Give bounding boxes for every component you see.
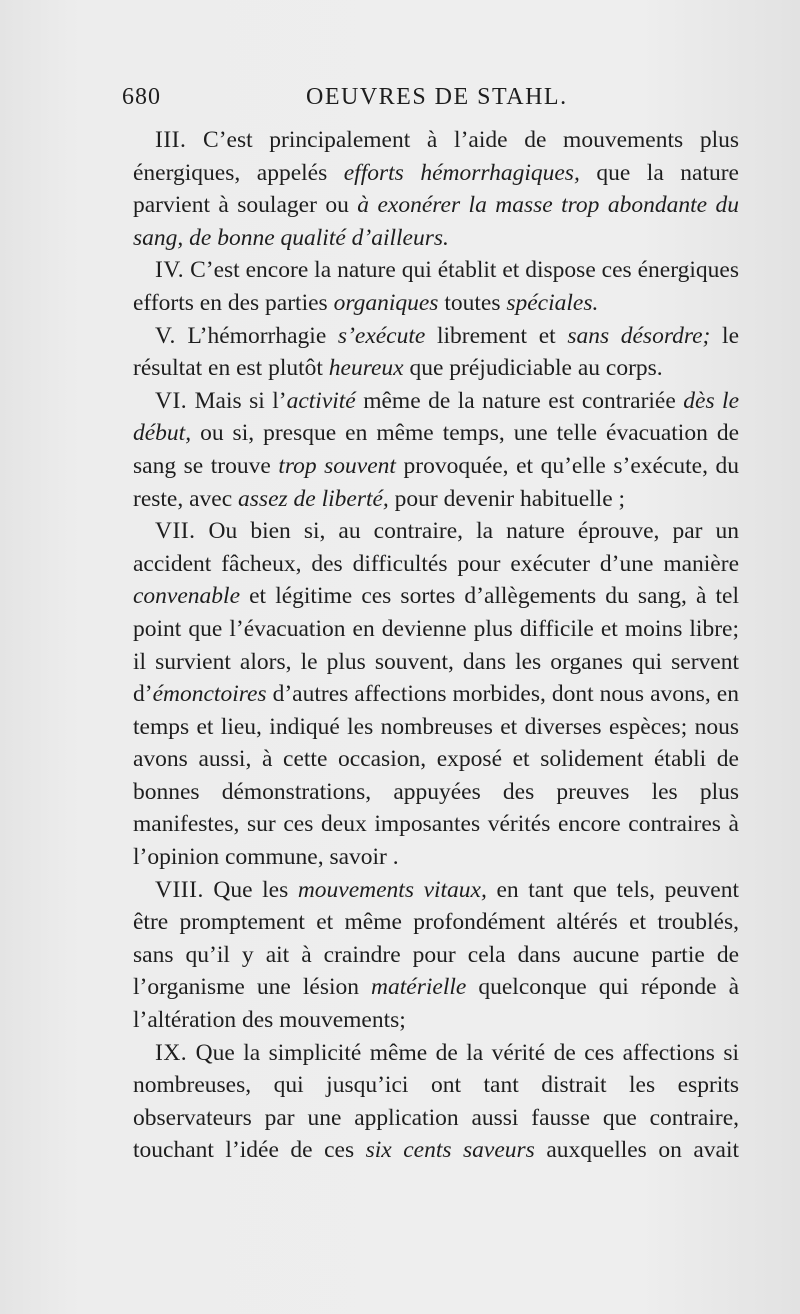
article-number: IV. xyxy=(155,257,185,284)
text-segment: que la nature parvient à soulager ou xyxy=(133,159,739,219)
article-paragraph xyxy=(133,124,739,254)
article-paragraph xyxy=(133,320,739,385)
text-segment: Que la simplicité même de la vérité de ces affections si nombreuses, qui jusqu’ici ont tant distrait les esprits observateurs par une application aussi fausse que contraire, touchant l’idée de ces xyxy=(133,1039,739,1164)
article-paragraph xyxy=(133,254,739,319)
text-segment: quelconque qui réponde à l’altération des mouvements; xyxy=(133,974,739,1034)
text-segment: provoquée, et qu’elle s’exécute, du reste, avec xyxy=(133,452,740,512)
running-title: OEUVRES DE STAHL. xyxy=(306,84,568,110)
article-number: VII. xyxy=(155,518,196,545)
text-segment: auxquelles on avait xyxy=(534,1137,740,1164)
text-segment: Ou bien si, au contraire, la nature éprouve, par un accident fâcheux, des difficultés pour exécuter d’une manière xyxy=(133,518,739,577)
italic-text: à exonérer la masse trop abondante du sang, de bonne qualité d’ailleurs. xyxy=(133,192,740,251)
italic-text: spéciales. xyxy=(506,289,599,316)
text-segment: Mais si l’ xyxy=(187,387,287,414)
page-header xyxy=(122,84,682,120)
italic-text: s’exécute xyxy=(337,322,426,349)
article-paragraph xyxy=(133,385,739,515)
text-segment: en tant que tels, peuvent être promptement et même profondément altérés et troublés, sans qu’il y ait à craindre pour cela dans aucune partie de l’organisme une lésion xyxy=(133,876,739,1001)
article-number: III. xyxy=(155,127,187,153)
article-number: IX. xyxy=(155,1039,188,1066)
text-segment: d’autres affections morbides, dont nous avons, en temps et lieu, indiqué les nombreuses et diverses espèces; nous avons aussi, à cette occasion, exposé et solidement établi de bonnes démonstrations, appuyées des preuves les plus manifestes, sur ces deux imposantes vérités encore contraires à l’opinion commune, savoir . xyxy=(133,681,739,871)
italic-text: assez de liberté, xyxy=(238,485,389,512)
article-number: V. xyxy=(155,322,176,349)
text-segment: C’est encore la nature qui établit et dispose ces énergiques efforts en des parties xyxy=(133,257,739,316)
italic-text: émonctoires xyxy=(152,681,267,708)
article-paragraph xyxy=(133,874,739,1037)
text-segment: C’est principalement à l’aide de mouvements plus énergiques, appelés xyxy=(133,127,739,186)
text-segment: que préjudiciable au corps. xyxy=(403,355,663,382)
text-segment: librement et xyxy=(425,322,568,349)
italic-text: mouvements vitaux, xyxy=(297,876,487,903)
italic-text: heureux xyxy=(328,355,404,382)
italic-text: activité xyxy=(286,387,356,414)
italic-text: efforts hémorrhagiques, xyxy=(343,159,580,186)
italic-text: convenable xyxy=(133,583,241,610)
article-paragraph xyxy=(133,1037,739,1167)
article-number: VIII. xyxy=(155,876,204,903)
text-segment: le résultat en est plutôt xyxy=(133,322,740,382)
italic-text: matérielle xyxy=(371,974,467,1001)
italic-text: trop souvent xyxy=(278,452,396,479)
italic-text: six cents saveurs xyxy=(365,1137,535,1164)
page-number: 680 xyxy=(122,84,161,110)
italic-text: organiques xyxy=(333,289,439,316)
text-segment: Que les xyxy=(203,876,298,903)
article-number: VI. xyxy=(155,387,188,414)
text-segment: pour devenir habituelle ; xyxy=(388,485,626,512)
text-segment: toutes xyxy=(438,289,507,316)
text-segment: et légitime ces sortes d’allègements du sang, à tel point que l’évacuation en devienne plus difficile et moins libre; il survient alors, le plus souvent, dans les organes qui servent d’ xyxy=(133,583,739,708)
italic-text: dès le début, xyxy=(133,387,740,447)
italic-text: sans désordre; xyxy=(567,322,711,349)
text-segment: L’hémorrhagie xyxy=(175,322,338,349)
text-segment: ou si, presque en même temps, une telle évacuation de sang se trouve xyxy=(133,420,739,479)
article-paragraph xyxy=(133,515,739,874)
text-segment: même de la nature est contrariée xyxy=(355,387,684,414)
page-body-text xyxy=(133,124,739,1167)
